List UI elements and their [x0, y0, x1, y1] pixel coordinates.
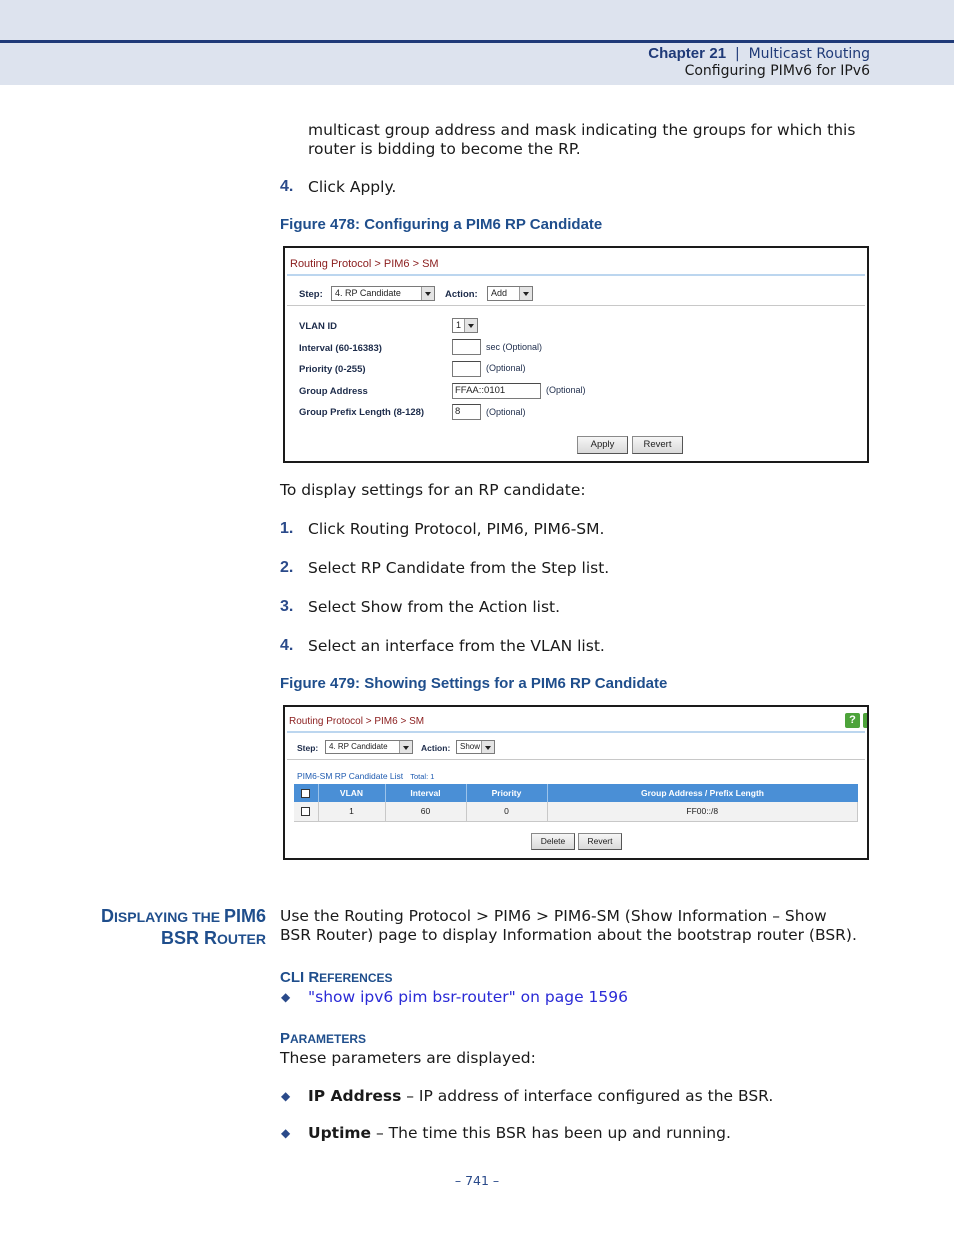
- intro-line-2: router is bidding to become the RP.: [308, 140, 581, 158]
- bullet-diamond-icon: ◆: [281, 1089, 291, 1103]
- row-select-cell: [294, 802, 318, 821]
- figure-479-caption: Figure 479: Showing Settings for a PIM6 RP Candidate: [280, 675, 668, 692]
- breadcrumb: Routing Protocol > PIM6 > SM: [290, 258, 439, 270]
- heading-router-small-caps: OUTER: [217, 931, 266, 947]
- section-heading-line-2: [161, 927, 266, 951]
- chevron-down-icon: [421, 287, 434, 300]
- vlan-select-value: 1: [456, 320, 462, 330]
- step-label: Step:: [299, 289, 323, 300]
- chapter-title: Multicast Routing: [748, 46, 870, 62]
- cli-heading-big: CLI R: [280, 969, 320, 986]
- parameter-ip-address: [308, 1087, 773, 1106]
- parameter-term: Uptime: [308, 1124, 372, 1142]
- group-address-input[interactable]: FFAA::0101: [452, 383, 541, 399]
- select-all-header: [294, 784, 318, 802]
- column-header-group: Group Address / Prefix Length: [547, 784, 858, 802]
- chevron-down-icon: [519, 287, 532, 300]
- title-rule: [287, 274, 865, 276]
- parameters-heading-small: ARAMETERS: [290, 1032, 367, 1046]
- action-select[interactable]: [456, 740, 495, 754]
- action-label: Action:: [421, 743, 451, 753]
- parameter-term: IP Address: [308, 1087, 402, 1105]
- column-header-vlan: VLAN: [318, 784, 385, 802]
- step-2-text: Select RP Candidate from the Step list.: [308, 559, 610, 577]
- step-1-number: 1.: [280, 520, 294, 537]
- list-total: Total: 1: [410, 772, 435, 781]
- rp-candidate-table: [294, 784, 858, 822]
- step-4-text: Select an interface from the VLAN list.: [308, 637, 605, 655]
- cli-heading-small: EFERENCES: [319, 971, 393, 985]
- section-title: Configuring PIMv6 for IPv6: [684, 63, 870, 79]
- interval-input[interactable]: [452, 339, 481, 355]
- step-divider: [287, 759, 865, 760]
- cli-references-heading: [280, 969, 393, 987]
- chapter-number: 21: [709, 45, 727, 62]
- title-rule: [287, 731, 865, 733]
- prefix-length-label: Group Prefix Length (8-128): [299, 407, 425, 418]
- action-label: Action:: [445, 289, 478, 300]
- chapter-word: Chapter: [648, 45, 705, 62]
- action-select[interactable]: [487, 286, 533, 301]
- figure-478-screenshot: [283, 246, 869, 463]
- section-body-line-1: Use the Routing Protocol > PIM6 > PIM6-SM (Show Information – Show: [280, 907, 827, 925]
- section-heading-line-1: [101, 905, 266, 929]
- figure-478-caption: Figure 478: Configuring a PIM6 RP Candidate: [280, 216, 603, 233]
- step-3-text: Select Show from the Action list.: [308, 598, 561, 616]
- delete-button[interactable]: Delete: [531, 833, 575, 850]
- chapter-heading: [648, 45, 870, 62]
- revert-button[interactable]: Revert: [632, 436, 683, 454]
- help-icon-partial: [863, 713, 869, 728]
- parameters-intro: These parameters are displayed:: [280, 1049, 536, 1067]
- priority-input[interactable]: [452, 361, 481, 377]
- intro-line-1: multicast group address and mask indicating the groups for which this: [308, 121, 856, 139]
- prefix-length-input[interactable]: 8: [452, 404, 481, 420]
- row-checkbox[interactable]: [301, 807, 310, 816]
- heading-pim6: PIM6: [223, 906, 266, 926]
- vlan-label: VLAN ID: [299, 321, 337, 332]
- breadcrumb: Routing Protocol > PIM6 > SM: [289, 716, 425, 727]
- group-address-label: Group Address: [299, 386, 368, 397]
- cell-group: FF00::/8: [547, 802, 858, 821]
- prefix-length-optional: (Optional): [486, 407, 526, 417]
- help-icon[interactable]: ?: [845, 713, 860, 728]
- interval-optional: sec (Optional): [486, 342, 543, 352]
- step-1-text: Click Routing Protocol, PIM6, PIM6-SM.: [308, 520, 605, 538]
- bullet-diamond-icon: ◆: [281, 1126, 291, 1140]
- list-title: PIM6-SM RP Candidate List: [297, 771, 404, 781]
- column-header-priority: Priority: [466, 784, 547, 802]
- step-number: 4.: [280, 178, 294, 195]
- step-3-number: 3.: [280, 598, 294, 615]
- display-intro: To display settings for an RP candidate:: [280, 481, 586, 499]
- step-4-number: 4.: [280, 637, 294, 654]
- list-heading: [297, 771, 434, 781]
- heading-bsr: BSR R: [160, 928, 217, 948]
- header-separator: |: [734, 46, 740, 62]
- cell-interval: 60: [385, 802, 466, 821]
- figure-479-screenshot: [283, 705, 869, 860]
- cell-vlan: 1: [318, 802, 385, 821]
- step-2-number: 2.: [280, 559, 294, 576]
- section-body-line-2: BSR Router) page to display Information about the bootstrap router (BSR).: [280, 926, 857, 944]
- select-all-checkbox[interactable]: [301, 789, 310, 798]
- cell-priority: 0: [466, 802, 547, 821]
- parameter-desc: – The time this BSR has been up and running.: [371, 1124, 731, 1142]
- header-rule: [0, 40, 954, 43]
- priority-label: Priority (0-255): [299, 364, 366, 375]
- group-address-optional: (Optional): [546, 385, 586, 395]
- table-row: [294, 802, 858, 821]
- column-header-interval: Interval: [385, 784, 466, 802]
- vlan-select[interactable]: [452, 318, 478, 333]
- chevron-down-icon: [464, 319, 477, 332]
- bullet-diamond-icon: ◆: [281, 990, 291, 1004]
- step-label: Step:: [297, 743, 319, 753]
- priority-optional: (Optional): [486, 363, 526, 373]
- step-text: Click Apply.: [308, 178, 397, 196]
- step-select-value: 4. RP Candidate: [335, 288, 401, 298]
- step-select-value: 4. RP Candidate: [329, 742, 388, 751]
- action-select-value: Show: [460, 742, 481, 751]
- step-divider: [287, 305, 865, 306]
- cli-reference-link[interactable]: "show ipv6 pim bsr-router" on page 1596: [308, 988, 628, 1006]
- parameter-desc: – IP address of interface configured as the BSR.: [401, 1087, 774, 1105]
- action-select-value: Add: [491, 288, 508, 298]
- parameters-heading: [280, 1030, 366, 1048]
- revert-button[interactable]: Revert: [578, 833, 622, 850]
- parameter-uptime: [308, 1124, 731, 1143]
- parameters-heading-big: P: [280, 1030, 291, 1047]
- heading-small-caps: ISPLAYING THE: [114, 909, 224, 925]
- chevron-down-icon: [399, 741, 412, 753]
- table-header-row: [294, 784, 858, 802]
- step-select[interactable]: [325, 740, 413, 754]
- page-number: – 741 –: [454, 1173, 500, 1188]
- apply-button[interactable]: Apply: [577, 436, 628, 454]
- chevron-down-icon: [481, 741, 494, 753]
- heading-initial: D: [101, 906, 115, 926]
- step-select[interactable]: [331, 286, 435, 301]
- interval-label: Interval (60-16383): [299, 343, 382, 354]
